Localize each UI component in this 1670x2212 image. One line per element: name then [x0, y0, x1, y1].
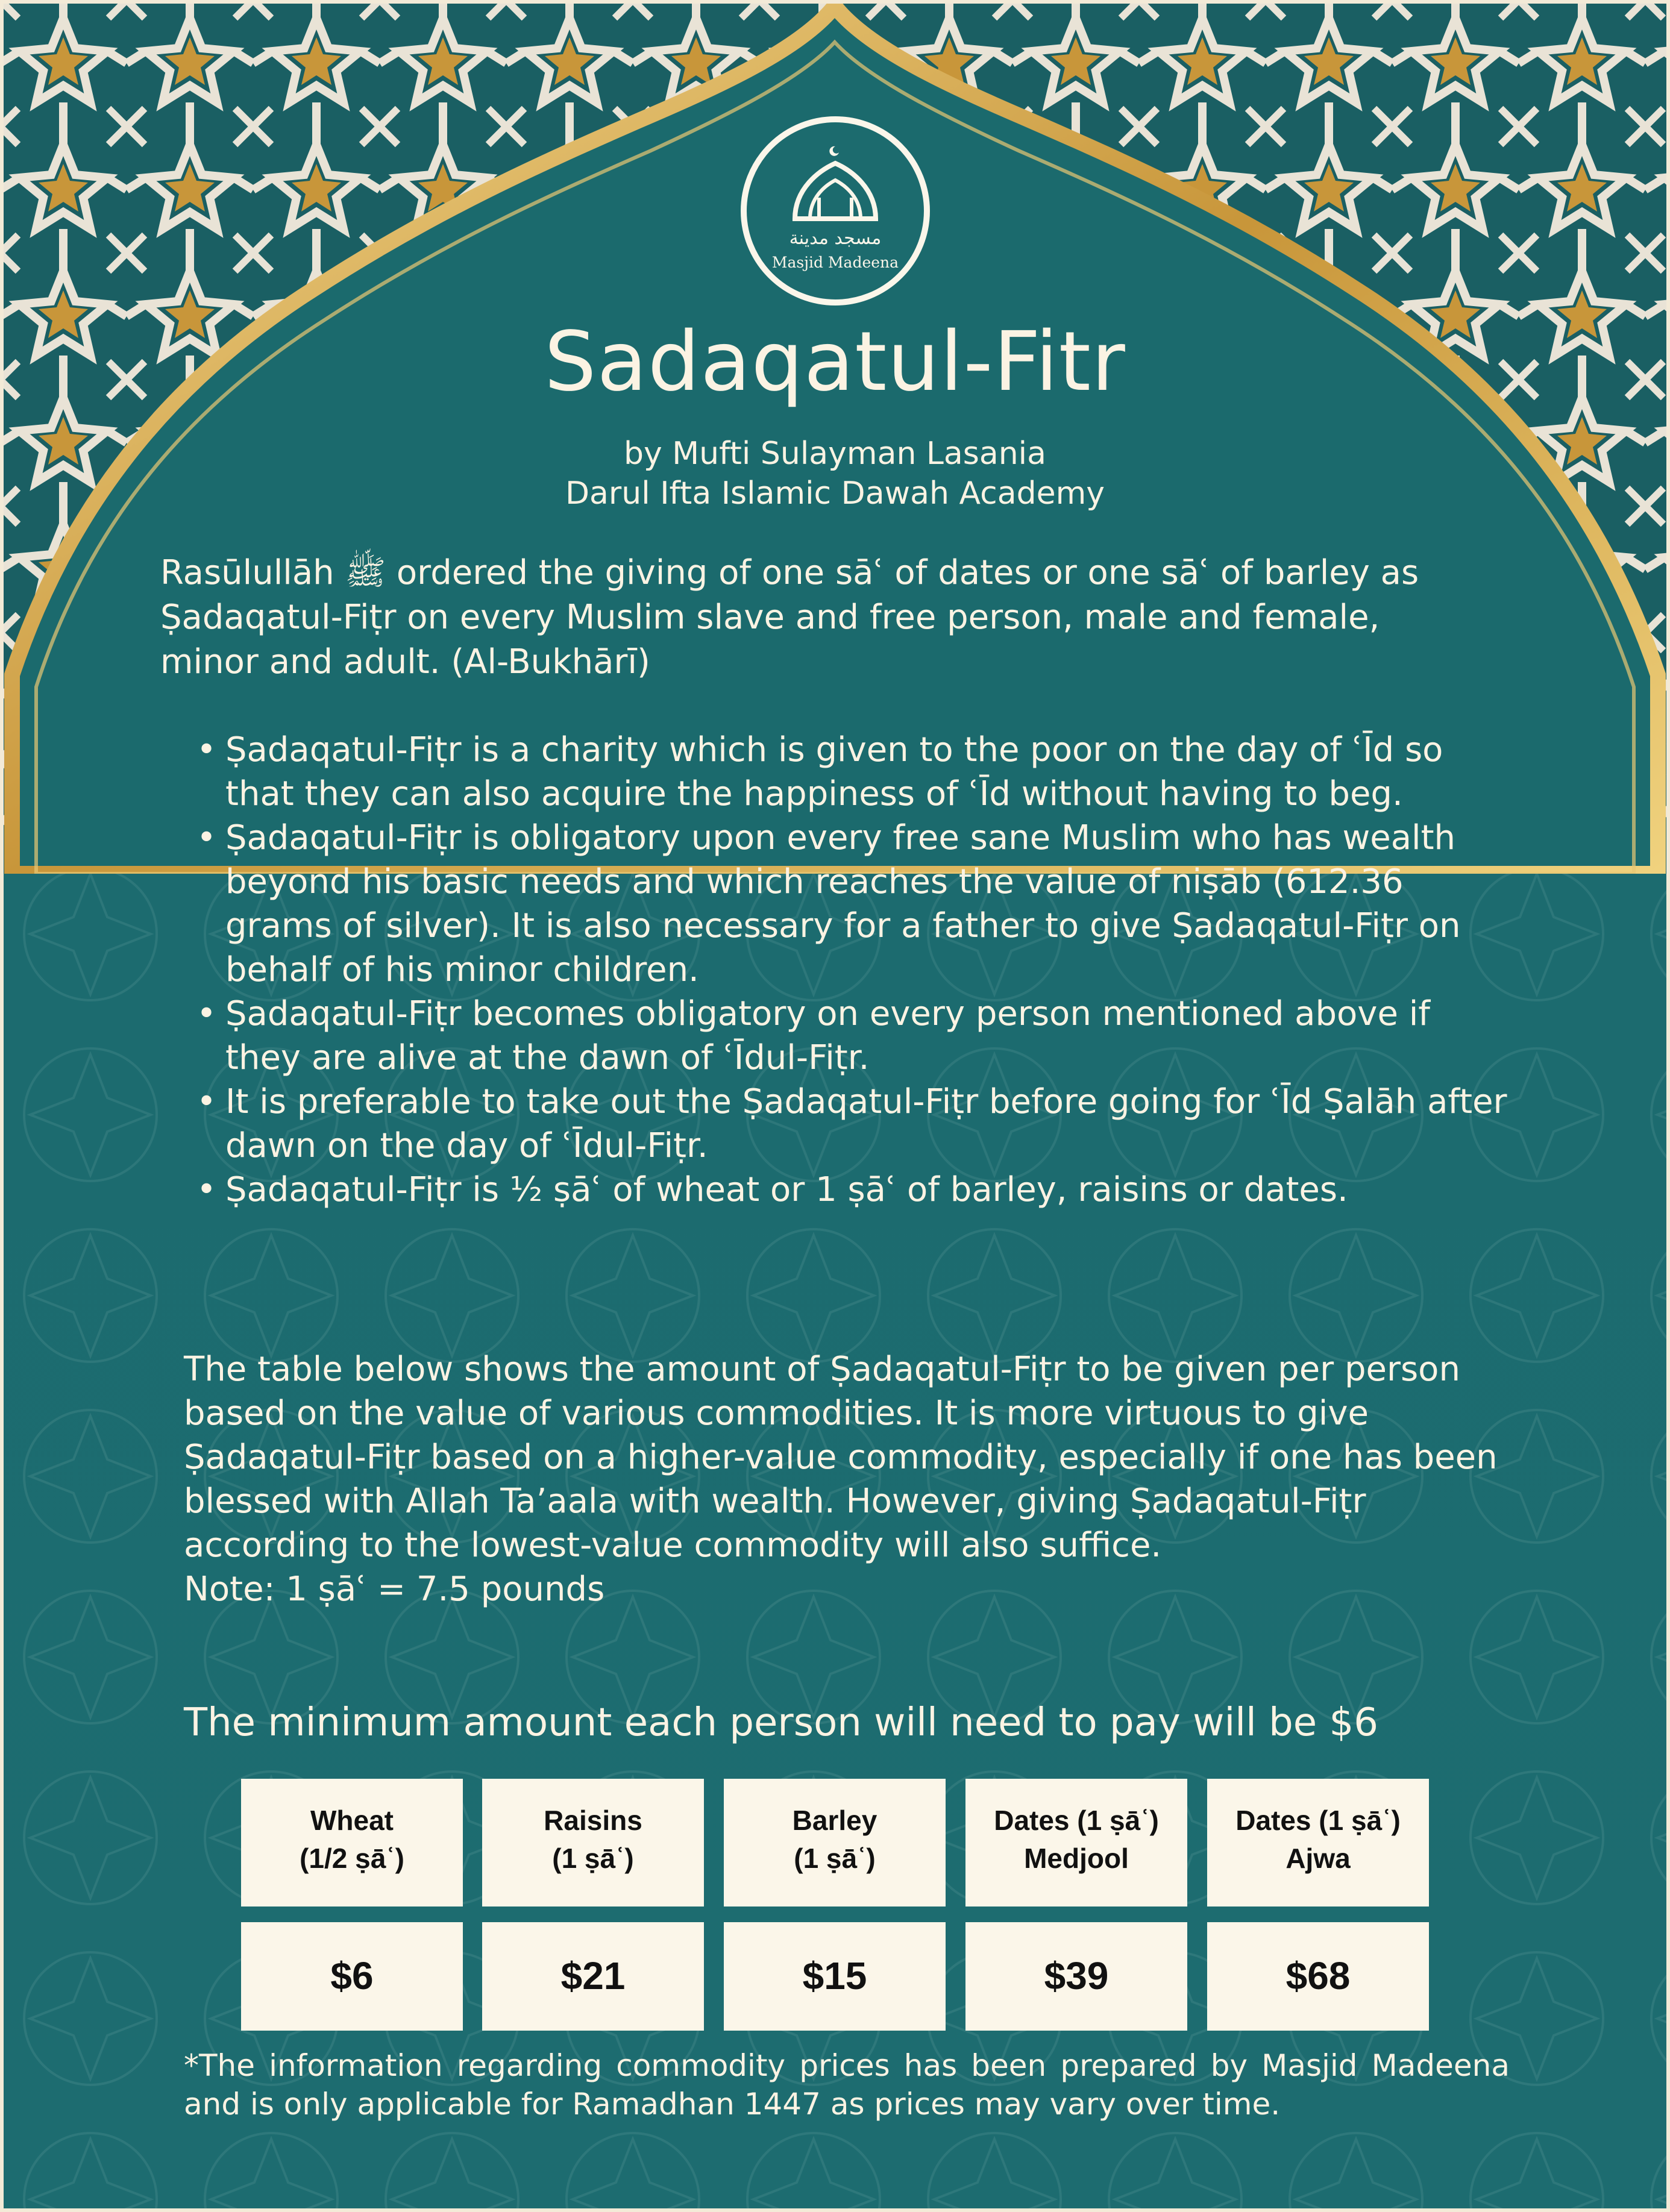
logo-name: Masjid Madeena [771, 254, 899, 271]
price-value: $6 [330, 1954, 374, 1997]
price-value: $21 [560, 1954, 626, 1997]
table-intro [184, 1347, 1534, 1611]
minimum-amount-heading: The minimum amount each person will need to pay will be $6 [184, 1700, 1378, 1745]
byline-institution: Darul Ifta Islamic Dawah Academy [565, 475, 1105, 512]
commodity-measure: Medjool [1024, 1843, 1129, 1874]
list-item-text: Ṣadaqatul-Fiṭr is obligatory upon every free sane Muslim who has wealth beyond his basic needs and which reaches the value of niṣāb (612.36 grams of silver). It is also necessary for a father to give Ṣadaqatul-Fiṭr on behalf of his minor children. [225, 818, 1461, 989]
price-value: $68 [1285, 1954, 1351, 1997]
list-item: • Ṣadaqatul-Fiṭr is obligatory upon every free sane Muslim who has wealth beyond his basic needs and which reaches the value of niṣāb (612.36 grams of silver). It is also necessary for a father to give Ṣadaqatul-Fiṭr on behalf of his minor children. [196, 818, 1461, 989]
list-item: • It is preferable to take out the Ṣadaqatul-Fiṭr before going for ʿĪd Ṣalāh after dawn on the day of ʿĪdul-Fiṭr. [196, 1082, 1507, 1165]
frame-border-bottom [0, 2208, 1670, 2212]
footnote: *The information regarding commodity prices has been prepared by Masjid Madeena and is only applicable for Ramadhan 1447 as prices may vary over time. [184, 2048, 1510, 2122]
commodity-name: Wheat [310, 1805, 394, 1836]
price-value: $15 [802, 1954, 867, 1997]
price-cell-wheat [241, 1922, 463, 2031]
list-item-text: Ṣadaqatul-Fiṭr becomes obligatory on every person mentioned above if they are alive at the dawn of ʿĪdul-Fiṭr. [225, 994, 1430, 1077]
price-cell-barley [724, 1922, 946, 2031]
price-cell-raisins [482, 1922, 704, 2031]
hadith-paragraph: Rasūlullāh ﷺ ordered the giving of one sāʿ of dates or one sāʿ of barley as Ṣadaqatul-Fiṭr on every Muslim slave and free person, male and female, minor and adult. (Al-Bukhārī) [160, 553, 1419, 681]
commodity-header-wheat [241, 1779, 463, 1907]
commodity-header-barley [724, 1779, 946, 1907]
commodity-measure: (1/2 ṣāʿ) [300, 1843, 404, 1874]
commodity-name: Raisins [544, 1805, 642, 1836]
commodity-header-dates-ajwa [1207, 1779, 1429, 1907]
mosque-dome-icon [747, 122, 924, 299]
rulings-list [194, 728, 1508, 1212]
price-cell-dates-medjool [965, 1922, 1187, 2031]
commodity-name: Dates (1 ṣāʿ) [994, 1805, 1159, 1836]
table-intro-paragraph: The table below shows the amount of Ṣadaqatul-Fiṭr to be given per person based on the value of various commodities. It is more virtuous to give Ṣadaqatul-Fiṭr based on a higher-value commodity, especially if one has been blessed with Allah Ta’aala with wealth. However, giving Ṣadaqatul-Fiṭr according to the lowest-value commodity will also suffice. [184, 1350, 1498, 1565]
frame-border-top [0, 0, 1670, 4]
commodity-name: Barley [792, 1805, 877, 1836]
price-cell-dates-ajwa [1207, 1922, 1429, 2031]
list-item-text: It is preferable to take out the Ṣadaqatul-Fiṭr before going for ʿĪd Ṣalāh after dawn on the day of ʿĪdul-Fiṭr. [225, 1082, 1507, 1165]
commodity-measure: Ajwa [1285, 1843, 1351, 1874]
commodity-header-raisins [482, 1779, 704, 1907]
page-title: Sadaqatul-Fitr [544, 315, 1126, 410]
table-intro-note: Note: 1 ṣāʿ = 7.5 pounds [184, 1570, 605, 1609]
byline [0, 434, 1670, 513]
price-value: $39 [1044, 1954, 1109, 1997]
commodity-measure: (1 ṣāʿ) [552, 1843, 634, 1874]
commodity-name: Dates (1 ṣāʿ) [1235, 1805, 1401, 1836]
byline-author: by Mufti Sulayman Lasania [623, 436, 1046, 472]
list-item: • Ṣadaqatul-Fiṭr is ½ ṣāʿ of wheat or 1 ṣāʿ of barley, raisins or dates. [196, 1170, 1348, 1209]
list-item: • Ṣadaqatul-Fiṭr is a charity which is given to the poor on the day of ʿĪd so that they can also acquire the happiness of ʿĪd without having to beg. [196, 730, 1443, 813]
logo-arabic-text: مسجد مدينة [789, 228, 882, 249]
list-item: • Ṣadaqatul-Fiṭr becomes obligatory on every person mentioned above if they are alive at the dawn of ʿĪdul-Fiṭr. [196, 994, 1430, 1077]
list-item-text: Ṣadaqatul-Fiṭr is a charity which is given to the poor on the day of ʿĪd so that they can also acquire the happiness of ʿĪd without having to beg. [225, 730, 1443, 813]
list-item-text: Ṣadaqatul-Fiṭr is ½ ṣāʿ of wheat or 1 ṣāʿ of barley, raisins or dates. [225, 1170, 1348, 1209]
commodity-header-dates-medjool [965, 1779, 1187, 1907]
masjid-madeena-logo [741, 116, 930, 305]
commodity-measure: (1 ṣāʿ) [794, 1843, 876, 1874]
